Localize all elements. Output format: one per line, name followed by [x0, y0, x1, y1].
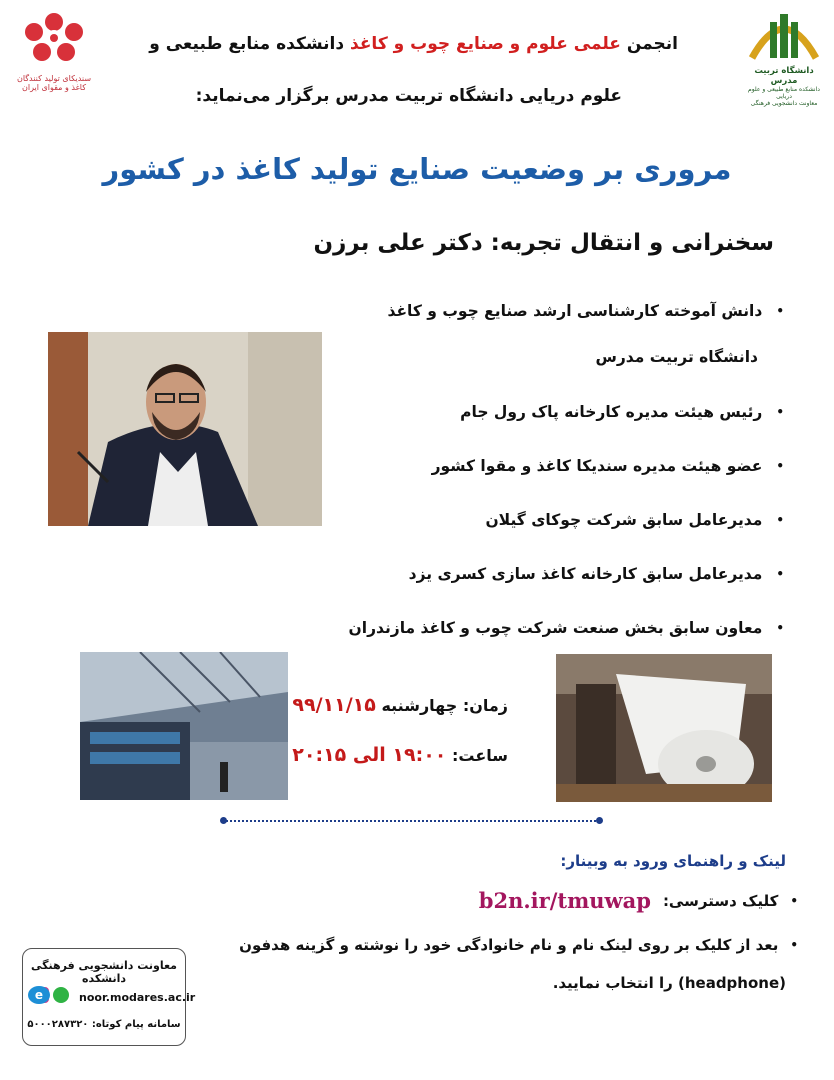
date-value: ۹۹/۱۱/۱۵ — [292, 694, 376, 716]
bullet-item-1 — [388, 302, 784, 320]
time-label: ساعت: — [451, 746, 508, 765]
instruction-text-2: (headphone) را انتخاب نمایید. — [552, 974, 786, 992]
bullet-dot-icon: • — [776, 459, 784, 473]
bullet-dot-icon: • — [776, 513, 784, 527]
webinar-link-heading: لینک و راهنمای ورود به وبینار: — [560, 852, 786, 870]
university-caption-3: معاونت دانشجویی فرهنگی — [750, 100, 818, 107]
time-line — [292, 744, 508, 766]
university-caption-1: دانشگاه تربیت مدرس — [754, 66, 814, 86]
bullet-dot-icon: • — [776, 621, 784, 635]
bullet-item-2 — [460, 403, 784, 421]
contact-title: معاونت دانشجویی فرهنگی دانشکده — [31, 959, 177, 985]
speaker-heading: سخنرانی و انتقال تجربه: دکتر علی برزن — [313, 230, 774, 256]
bullet-item-5 — [409, 565, 784, 583]
eitaa-logo-icon: e — [28, 986, 50, 1004]
bullet-dot-icon: • — [790, 893, 798, 908]
header-line-1 — [149, 34, 678, 54]
access-link-row — [479, 888, 798, 913]
time-value: ۱۹:۰۰ الی ۲۰:۱۵ — [292, 744, 447, 766]
syndicate-flower-icon — [14, 8, 94, 70]
bullet-text: مدیرعامل سابق کارخانه کاغذ سازی کسری یزد — [408, 565, 763, 583]
paper-roll-photo — [556, 654, 772, 802]
access-label: کلیک دسترسی: — [662, 891, 779, 910]
syndicate-logo — [14, 8, 94, 98]
contact-site[interactable]: noor.modares.ac.ir — [79, 991, 196, 1004]
bullet-item-3 — [432, 457, 784, 475]
syndicate-caption-2: کاغذ و مقوای ایران — [21, 83, 87, 92]
divider-end-dot-right — [596, 817, 603, 824]
university-logo — [742, 6, 826, 107]
whatsapp-icon[interactable] — [53, 987, 69, 1003]
bullet-dot-icon: • — [776, 304, 784, 318]
webinar-link[interactable]: b2n.ir/tmuwap — [478, 888, 651, 913]
dotted-divider — [222, 820, 600, 822]
date-line — [292, 694, 508, 716]
header-faculty: دانشکده منابع طبیعی و — [149, 34, 345, 54]
date-label: زمان: چهارشنبه — [381, 696, 508, 715]
bullet-text: معاون سابق بخش صنعت شرکت چوب و کاغذ مازندران — [348, 619, 763, 637]
bullet-text: عضو هیئت مدیره سندیکا کاغذ و مقوا کشور — [431, 457, 763, 475]
bullet-dot-icon: • — [776, 405, 784, 419]
bullet-text: مدیرعامل سابق شرکت چوکای گیلان — [485, 511, 763, 529]
paper-mill-photo — [80, 652, 288, 800]
instruction-row — [239, 936, 798, 954]
university-caption-2: دانشکده منابع طبیعی و علوم دریایی — [748, 86, 820, 100]
contact-sms: سامانه پیام کوتاه: ۵۰۰۰۲۸۷۳۲۰ — [27, 1019, 181, 1030]
bullet-item-6 — [349, 619, 784, 637]
syndicate-caption-1: سندیکای تولید کنندگان — [16, 74, 92, 83]
divider-end-dot-left — [220, 817, 227, 824]
instruction-text-1: بعد از کلیک بر روی لینک نام و نام خانوادگی خود را نوشته و گزینه هدفون — [239, 936, 779, 954]
bullet-text: دانش آموخته کارشناسی ارشد صنایع چوب و کاغذ — [387, 302, 763, 320]
bullet-dot-icon: • — [776, 567, 784, 581]
header-association: علمی علوم و صنایع چوب و کاغذ — [350, 34, 621, 54]
bullet-text: رئیس هیئت مدیره کارخانه پاک رول جام — [460, 403, 763, 421]
university-emblem-icon — [742, 6, 826, 62]
bullet-item-1-continuation: دانشگاه تربیت مدرس — [595, 348, 758, 366]
header-organizer: انجمن — [626, 34, 678, 54]
speaker-photo — [48, 332, 322, 526]
bullet-item-4 — [485, 511, 784, 529]
header-line-2: علوم دریایی دانشگاه تربیت مدرس برگزار می‌نماید: — [195, 86, 622, 106]
bullet-dot-icon: • — [790, 938, 798, 952]
page-title: مروری بر وضعیت صنایع تولید کاغذ در کشور — [102, 152, 732, 186]
